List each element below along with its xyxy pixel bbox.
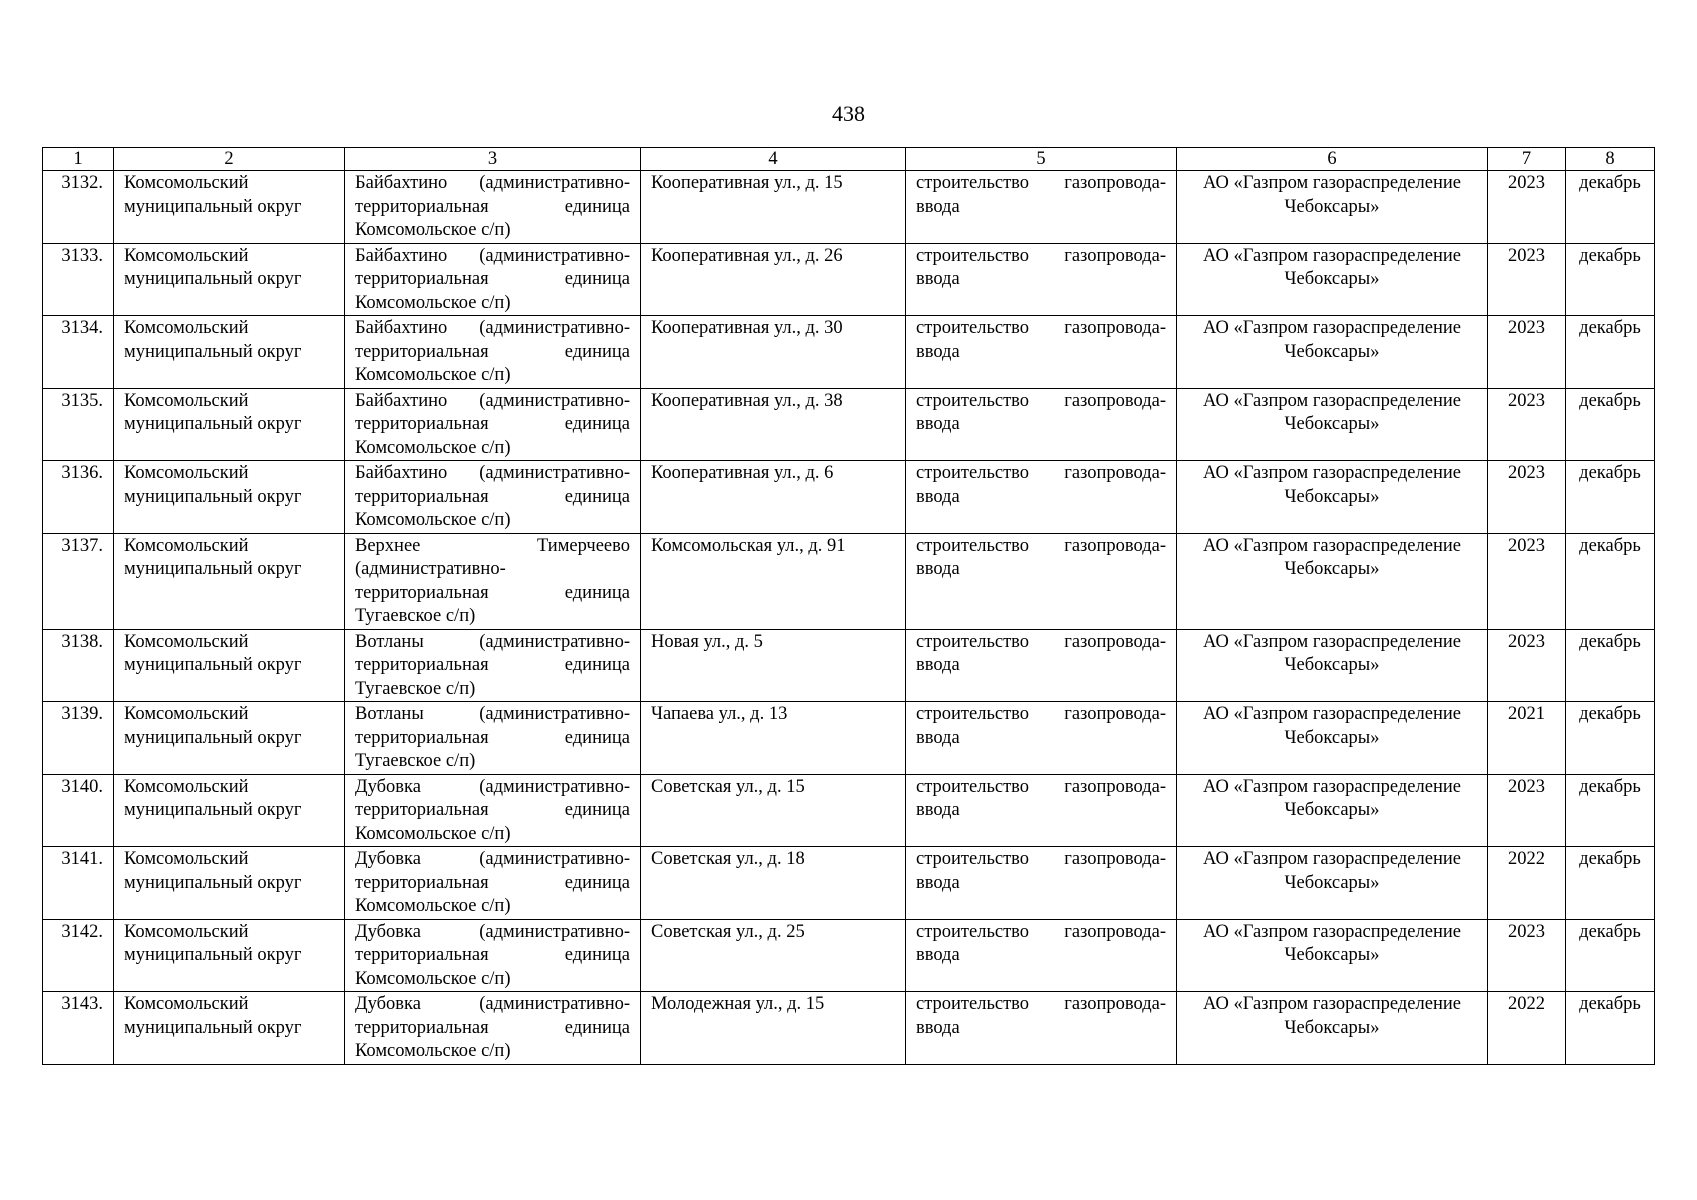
locality-cell: Дубовка (административно-территориальная единица Комсомольское с/п) [345, 774, 641, 847]
address-cell: Советская ул., д. 15 [641, 774, 906, 847]
year-cell: 2021 [1488, 702, 1566, 775]
year-cell: 2023 [1488, 316, 1566, 389]
month-cell: декабрь [1566, 702, 1655, 775]
month-cell: декабрь [1566, 847, 1655, 920]
work-type-cell: строительство газопровода-ввода [906, 316, 1177, 389]
month-cell: декабрь [1566, 629, 1655, 702]
district-cell: Комсомольский муниципальный округ [114, 533, 345, 629]
district-cell: Комсомольский муниципальный округ [114, 316, 345, 389]
column-header-6: 6 [1177, 148, 1488, 171]
organization-cell: АО «Газпром газораспределение Чебоксары» [1177, 533, 1488, 629]
month-cell: декабрь [1566, 461, 1655, 534]
district-cell: Комсомольский муниципальный округ [114, 992, 345, 1065]
address-cell: Молодежная ул., д. 15 [641, 992, 906, 1065]
locality-cell: Вотланы (административно-территориальная единица Тугаевское с/п) [345, 629, 641, 702]
year-cell: 2023 [1488, 243, 1566, 316]
month-cell: декабрь [1566, 316, 1655, 389]
work-type-cell: строительство газопровода-ввода [906, 388, 1177, 461]
organization-cell: АО «Газпром газораспределение Чебоксары» [1177, 702, 1488, 775]
work-type-cell: строительство газопровода-ввода [906, 774, 1177, 847]
row-number: 3138. [43, 629, 114, 702]
year-cell: 2023 [1488, 629, 1566, 702]
work-type-cell: строительство газопровода-ввода [906, 461, 1177, 534]
address-cell: Комсомольская ул., д. 91 [641, 533, 906, 629]
table-row [43, 316, 1655, 389]
work-type-cell: строительство газопровода-ввода [906, 171, 1177, 244]
year-cell: 2022 [1488, 847, 1566, 920]
column-header-4: 4 [641, 148, 906, 171]
organization-cell: АО «Газпром газораспределение Чебоксары» [1177, 847, 1488, 920]
district-cell: Комсомольский муниципальный округ [114, 702, 345, 775]
work-type-cell: строительство газопровода-ввода [906, 992, 1177, 1065]
table-row [43, 243, 1655, 316]
month-cell: декабрь [1566, 388, 1655, 461]
row-number: 3137. [43, 533, 114, 629]
locality-cell: Байбахтино (административно-территориальная единица Комсомольское с/п) [345, 243, 641, 316]
organization-cell: АО «Газпром газораспределение Чебоксары» [1177, 774, 1488, 847]
work-type-cell: строительство газопровода-ввода [906, 243, 1177, 316]
locality-cell: Вотланы (административно-территориальная единица Тугаевское с/п) [345, 702, 641, 775]
column-header-2: 2 [114, 148, 345, 171]
year-cell: 2023 [1488, 533, 1566, 629]
month-cell: декабрь [1566, 992, 1655, 1065]
locality-cell: Байбахтино (административно-территориальная единица Комсомольское с/п) [345, 461, 641, 534]
organization-cell: АО «Газпром газораспределение Чебоксары» [1177, 461, 1488, 534]
month-cell: декабрь [1566, 171, 1655, 244]
district-cell: Комсомольский муниципальный округ [114, 919, 345, 992]
address-cell: Кооперативная ул., д. 15 [641, 171, 906, 244]
district-cell: Комсомольский муниципальный округ [114, 171, 345, 244]
table-row [43, 992, 1655, 1065]
year-cell: 2023 [1488, 919, 1566, 992]
table-body [43, 171, 1655, 1065]
work-type-cell: строительство газопровода-ввода [906, 629, 1177, 702]
address-cell: Чапаева ул., д. 13 [641, 702, 906, 775]
district-cell: Комсомольский муниципальный округ [114, 847, 345, 920]
address-cell: Советская ул., д. 25 [641, 919, 906, 992]
organization-cell: АО «Газпром газораспределение Чебоксары» [1177, 171, 1488, 244]
page-number: 438 [832, 101, 865, 126]
month-cell: декабрь [1566, 774, 1655, 847]
month-cell: декабрь [1566, 919, 1655, 992]
column-header-5: 5 [906, 148, 1177, 171]
table-row [43, 461, 1655, 534]
year-cell: 2023 [1488, 774, 1566, 847]
address-cell: Кооперативная ул., д. 26 [641, 243, 906, 316]
table-row [43, 702, 1655, 775]
column-header-3: 3 [345, 148, 641, 171]
year-cell: 2023 [1488, 388, 1566, 461]
district-cell: Комсомольский муниципальный округ [114, 461, 345, 534]
table-row [43, 533, 1655, 629]
district-cell: Комсомольский муниципальный округ [114, 629, 345, 702]
table-row [43, 919, 1655, 992]
row-number: 3134. [43, 316, 114, 389]
organization-cell: АО «Газпром газораспределение Чебоксары» [1177, 243, 1488, 316]
row-number: 3142. [43, 919, 114, 992]
locality-cell: Байбахтино (административно-территориальная единица Комсомольское с/п) [345, 171, 641, 244]
year-cell: 2023 [1488, 461, 1566, 534]
row-number: 3136. [43, 461, 114, 534]
address-cell: Кооперативная ул., д. 30 [641, 316, 906, 389]
organization-cell: АО «Газпром газораспределение Чебоксары» [1177, 992, 1488, 1065]
locality-cell: Байбахтино (административно-территориальная единица Комсомольское с/п) [345, 316, 641, 389]
table-row [43, 388, 1655, 461]
locality-cell: Дубовка (административно-территориальная единица Комсомольское с/п) [345, 919, 641, 992]
locality-cell: Верхнее Тимерчеево (административно-территориальная единица Тугаевское с/п) [345, 533, 641, 629]
work-type-cell: строительство газопровода-ввода [906, 533, 1177, 629]
table-row [43, 847, 1655, 920]
column-header-8: 8 [1566, 148, 1655, 171]
month-cell: декабрь [1566, 243, 1655, 316]
header-row [43, 148, 1655, 171]
row-number: 3132. [43, 171, 114, 244]
district-cell: Комсомольский муниципальный округ [114, 243, 345, 316]
row-number: 3140. [43, 774, 114, 847]
locality-cell: Дубовка (административно-территориальная единица Комсомольское с/п) [345, 847, 641, 920]
row-number: 3143. [43, 992, 114, 1065]
month-cell: декабрь [1566, 533, 1655, 629]
organization-cell: АО «Газпром газораспределение Чебоксары» [1177, 919, 1488, 992]
row-number: 3139. [43, 702, 114, 775]
table-row [43, 774, 1655, 847]
year-cell: 2023 [1488, 171, 1566, 244]
register-table [42, 147, 1655, 1065]
organization-cell: АО «Газпром газораспределение Чебоксары» [1177, 388, 1488, 461]
address-cell: Советская ул., д. 18 [641, 847, 906, 920]
row-number: 3135. [43, 388, 114, 461]
table-header [43, 148, 1655, 171]
work-type-cell: строительство газопровода-ввода [906, 847, 1177, 920]
organization-cell: АО «Газпром газораспределение Чебоксары» [1177, 316, 1488, 389]
column-header-1: 1 [43, 148, 114, 171]
organization-cell: АО «Газпром газораспределение Чебоксары» [1177, 629, 1488, 702]
table-row [43, 171, 1655, 244]
district-cell: Комсомольский муниципальный округ [114, 774, 345, 847]
year-cell: 2022 [1488, 992, 1566, 1065]
table-row [43, 629, 1655, 702]
work-type-cell: строительство газопровода-ввода [906, 919, 1177, 992]
work-type-cell: строительство газопровода-ввода [906, 702, 1177, 775]
row-number: 3141. [43, 847, 114, 920]
address-cell: Кооперативная ул., д. 38 [641, 388, 906, 461]
address-cell: Кооперативная ул., д. 6 [641, 461, 906, 534]
locality-cell: Байбахтино (административно-территориальная единица Комсомольское с/п) [345, 388, 641, 461]
row-number: 3133. [43, 243, 114, 316]
locality-cell: Дубовка (административно-территориальная единица Комсомольское с/п) [345, 992, 641, 1065]
district-cell: Комсомольский муниципальный округ [114, 388, 345, 461]
column-header-7: 7 [1488, 148, 1566, 171]
address-cell: Новая ул., д. 5 [641, 629, 906, 702]
